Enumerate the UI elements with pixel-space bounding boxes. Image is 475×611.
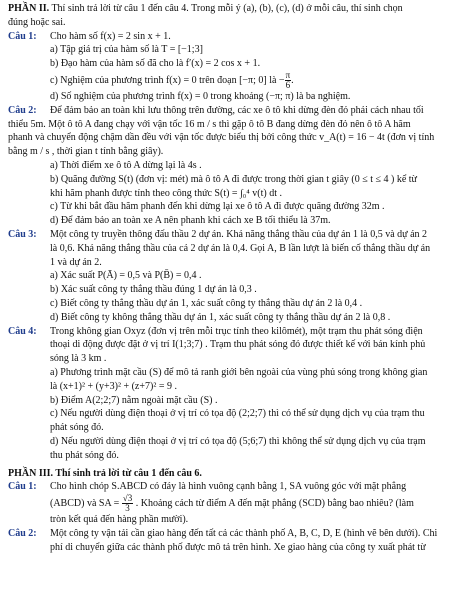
section-2-heading — [8, 2, 467, 16]
question-4-line-1: Trong không gian Oxyz (đơn vị trên mỗi trục tính theo kilômét), một trạm thu phát sóng điện — [50, 325, 423, 337]
question-4-label: Câu 4: — [8, 325, 37, 337]
question-2 — [8, 104, 467, 118]
fraction-denominator: 3 — [125, 503, 130, 514]
question-4-option-a-cont: là (x+1)² + (y+3)² + (z+7)² = 9 . — [50, 380, 177, 392]
question-1-option-b: b) Đạo hàm của hàm số đã cho là f′(x) = 2 cos x + 1. — [50, 58, 261, 70]
question-1-text: Cho hàm số f(x) = 2 sin x + 1. — [50, 30, 171, 42]
section-3-subtitle: Thí sinh trả lời từ câu 1 đến câu 6. — [53, 467, 202, 479]
question-2-line-1: Để đảm bảo an toàn khi lưu thông trên đường, các xe ô tô khi dừng đèn đỏ phải cách nhau tối — [50, 104, 424, 116]
fraction-sqrt3-3 — [122, 494, 133, 513]
question-1 — [8, 30, 467, 44]
question-4-option-d-cont: thu phát sóng đó. — [50, 449, 119, 461]
part3-question-1-line-3: tròn kết quả đến hàng phần mười). — [50, 514, 189, 526]
option-c-text: c) Nghiệm của phương trình f(x) = 0 trên đoạn [−π; 0] là − — [50, 74, 285, 86]
fraction-denominator: 6 — [285, 79, 291, 90]
part3-question-2 — [8, 527, 467, 541]
section-2-subtitle: Thí sinh trả lời từ câu 1 đến câu 4. Trong mỗi ý (a), (b), (c), (d) ở mỗi câu, thí sinh chọn — [49, 3, 403, 14]
question-4-option-c: c) Nếu người dùng điện thoại ở vị trí có tọa độ (2;2;7) thì có thể sử dụng dịch vụ của trạm thu — [50, 408, 425, 420]
part3-question-2-label: Câu 2: — [8, 527, 37, 539]
question-3-option-d: d) Biết công ty không thắng thầu dự án 1, xác suất công ty thắng thầu dự án 2 là 0,8 . — [50, 311, 391, 323]
section-3-heading — [8, 467, 467, 481]
question-2-option-c: c) Từ khi bắt đầu hãm phanh đến khi dừng lại xe ô tô A đi được quãng đường 32m . — [50, 201, 385, 213]
question-2-line-4: bằng m / s , thời gian t tính bằng giây). — [8, 146, 164, 158]
section-2-title: PHẦN II. — [8, 3, 50, 14]
question-4-line-3: sóng là 3 km . — [50, 353, 107, 365]
section-2-subtitle-cont: đúng hoặc sai. — [8, 16, 66, 28]
question-2-option-b-cont: khi hãm phanh được tính theo công thức S(t) = ∫₀⁴ v(t) dt . — [50, 187, 282, 199]
part3-question-2-line-2: phí di chuyển giữa các thành phố được mô tả trên hình. Xe giao hàng của công ty xuất phát từ — [50, 541, 426, 553]
fraction-numerator: π — [285, 69, 291, 80]
part3-question-1-label: Câu 1: — [8, 481, 37, 493]
section-3-title: PHẦN III. — [8, 467, 54, 479]
fraction-numerator: √3 — [122, 493, 133, 504]
question-1-option-c — [50, 71, 467, 90]
question-4-option-b: b) Điểm A(2;2;7) nằm ngoài mặt cầu (S) . — [50, 394, 218, 406]
question-3 — [8, 228, 467, 242]
question-1-option-a: a) Tập giá trị của hàm số là T = [−1;3] — [50, 44, 203, 56]
part3-question-1-line-1: Cho hình chóp S.ABCD có đáy là hình vuông cạnh bằng 1, SA vuông góc với mặt phẳng — [50, 481, 407, 493]
question-3-option-c: c) Biết công ty thắng thầu dự án 1, xác suất công ty thắng thầu dự án 2 là 0,4 . — [50, 297, 363, 309]
question-4-option-c-cont: phát sóng đó. — [50, 422, 104, 434]
question-4-option-a: a) Phương trình mặt cầu (S) để mô tả ranh giới bên ngoài của vùng phủ sóng trong không gian — [50, 366, 428, 378]
question-2-option-b: b) Quãng đường S(t) (đơn vị: mét) mà ô tô A đi được trong thời gian t giây (0 ≤ t ≤ 4 ) kể từ — [50, 173, 417, 185]
question-4-option-d: d) Nếu người dùng điện thoại ở vị trí có tọa độ (5;6;7) thì không thể sử dụng dịch vụ của trạm — [50, 435, 426, 447]
question-4-line-2: thoại di động được đặt ở vị trí I(1;3;7) . Trạm thu phát sóng đó được thiết kế với bán kính phủ — [50, 339, 426, 351]
question-3-option-a: a) Xác suất P(Ā) = 0,5 và P(B̄) = 0,4 . — [50, 270, 202, 282]
question-4 — [8, 325, 467, 339]
part3-question-1 — [8, 480, 467, 494]
part3-question-2-line-1: Một công ty vận tải cần giao hàng đến tất cả các thành phố A, B, C, D, E (hình vẽ bên dưới). Chi — [50, 527, 438, 539]
question-2-option-a: a) Thời điểm xe ô tô A dừng lại là 4s . — [50, 159, 202, 171]
line-2-text: (ABCD) và SA = — [50, 497, 122, 509]
question-3-line-2: là 0,6. Khả năng thắng thầu của cả 2 dự án là 0,4. Gọi A, B lần lượt là biến cố thắng thầu dự án — [50, 242, 431, 254]
question-2-option-d: d) Để đảm bảo an toàn xe A nên phanh khi cách xe B tối thiểu là 37m. — [50, 215, 331, 227]
question-3-option-b: b) Xác suất công ty thắng thầu đúng 1 dự án là 0,3 . — [50, 284, 257, 296]
question-1-label: Câu 1: — [8, 30, 37, 42]
question-2-label: Câu 2: — [8, 104, 37, 116]
question-3-line-1: Một công ty truyền thông đấu thầu 2 dự án. Khả năng thắng thầu của dự án 1 là 0,5 và dự án 2 — [50, 228, 428, 240]
option-c-end: . — [291, 74, 294, 86]
question-2-line-2: thiểu 5m. Một ô tô A đang chạy với vận tốc 16 m / s thì gặp ô tô B đang dừng đèn đỏ nên ô tô A hãm — [8, 118, 411, 130]
question-2-line-3: phanh và chuyển động chậm dần đều với vận tốc được biểu thị bởi công thức v_A(t) = 16 − 4t (đơn vị tính — [8, 132, 435, 144]
question-1-option-d: d) Số nghiệm của phương trình f(x) = 0 trong khoảng (−π; π) là ba nghiệm. — [50, 90, 351, 102]
line-2-end: . Khoảng cách từ điểm A đến mặt phẳng (SCD) bằng bao nhiêu? (làm — [133, 497, 414, 509]
question-3-line-3: 1 và dự án 2. — [50, 256, 102, 268]
question-3-label: Câu 3: — [8, 228, 37, 240]
part3-question-1-line-2 — [50, 494, 467, 513]
